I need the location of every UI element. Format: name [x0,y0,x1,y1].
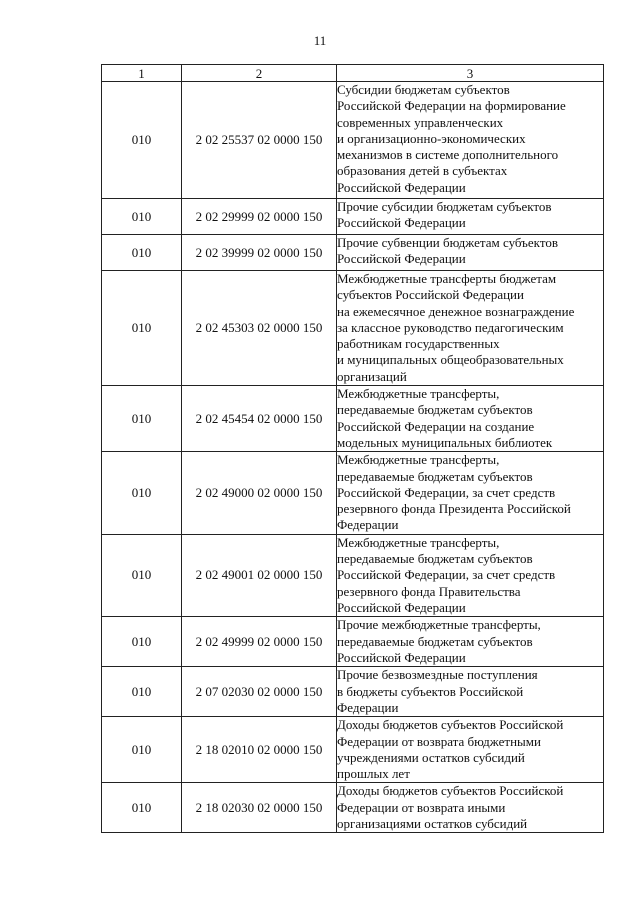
column-header-2: 2 [182,65,337,82]
table-row [102,667,604,717]
table-row [102,199,604,235]
revenue-code-cell: 2 02 49001 02 0000 150 [182,534,337,616]
revenue-codes-table [101,64,604,833]
admin-code-cell: 010 [102,617,182,667]
table-row [102,452,604,534]
table-row [102,386,604,452]
revenue-code-cell: 2 02 45454 02 0000 150 [182,386,337,452]
column-header-3: 3 [337,65,604,82]
table-row [102,617,604,667]
description-cell: Межбюджетные трансферты бюджетам субъектов Российской Федерации на ежемесячное денежное вознаграждение за классное руководство педагогическим работникам государственных и муниципальных общеобразовательных организаций [337,271,604,386]
description-cell: Доходы бюджетов субъектов Российской Федерации от возврата иными организациями остатков субсидий [337,783,604,833]
admin-code-cell: 010 [102,235,182,271]
revenue-code-cell: 2 02 45303 02 0000 150 [182,271,337,386]
column-header-1: 1 [102,65,182,82]
revenue-code-cell: 2 18 02010 02 0000 150 [182,717,337,783]
admin-code-cell: 010 [102,783,182,833]
description-cell: Доходы бюджетов субъектов Российской Федерации от возврата бюджетными учреждениями остатков субсидий прошлых лет [337,717,604,783]
description-cell: Субсидии бюджетам субъектов Российской Федерации на формирование современных управленческих и организационно-экономических механизмов в системе дополнительного образования детей в субъектах Российской Федерации [337,82,604,199]
description-cell: Межбюджетные трансферты, передаваемые бюджетам субъектов Российской Федерации, за счет средств резервного фонда Президента Российской Федерации [337,452,604,534]
table-header-row [102,65,604,82]
revenue-code-cell: 2 07 02030 02 0000 150 [182,667,337,717]
description-cell: Прочие межбюджетные трансферты, передаваемые бюджетам субъектов Российской Федерации [337,617,604,667]
revenue-code-cell: 2 02 29999 02 0000 150 [182,199,337,235]
description-cell: Прочие безвозмездные поступления в бюджеты субъектов Российской Федерации [337,667,604,717]
admin-code-cell: 010 [102,452,182,534]
description-cell: Межбюджетные трансферты, передаваемые бюджетам субъектов Российской Федерации на создание модельных муниципальных библиотек [337,386,604,452]
page-number: 11 [313,33,327,48]
revenue-code-cell: 2 02 49999 02 0000 150 [182,617,337,667]
revenue-code-cell: 2 02 49000 02 0000 150 [182,452,337,534]
description-cell: Прочие субвенции бюджетам субъектов Российской Федерации [337,235,604,271]
revenue-code-cell: 2 18 02030 02 0000 150 [182,783,337,833]
admin-code-cell: 010 [102,386,182,452]
admin-code-cell: 010 [102,667,182,717]
admin-code-cell: 010 [102,271,182,386]
table-row [102,534,604,616]
description-cell: Прочие субсидии бюджетам субъектов Российской Федерации [337,199,604,235]
admin-code-cell: 010 [102,717,182,783]
admin-code-cell: 010 [102,534,182,616]
revenue-code-cell: 2 02 39999 02 0000 150 [182,235,337,271]
table-row [102,235,604,271]
revenue-code-cell: 2 02 25537 02 0000 150 [182,82,337,199]
table-row [102,783,604,833]
table-row [102,82,604,199]
admin-code-cell: 010 [102,82,182,199]
table-row [102,717,604,783]
description-cell: Межбюджетные трансферты, передаваемые бюджетам субъектов Российской Федерации, за счет средств резервного фонда Правительства Российской Федерации [337,534,604,616]
table-row [102,271,604,386]
admin-code-cell: 010 [102,199,182,235]
